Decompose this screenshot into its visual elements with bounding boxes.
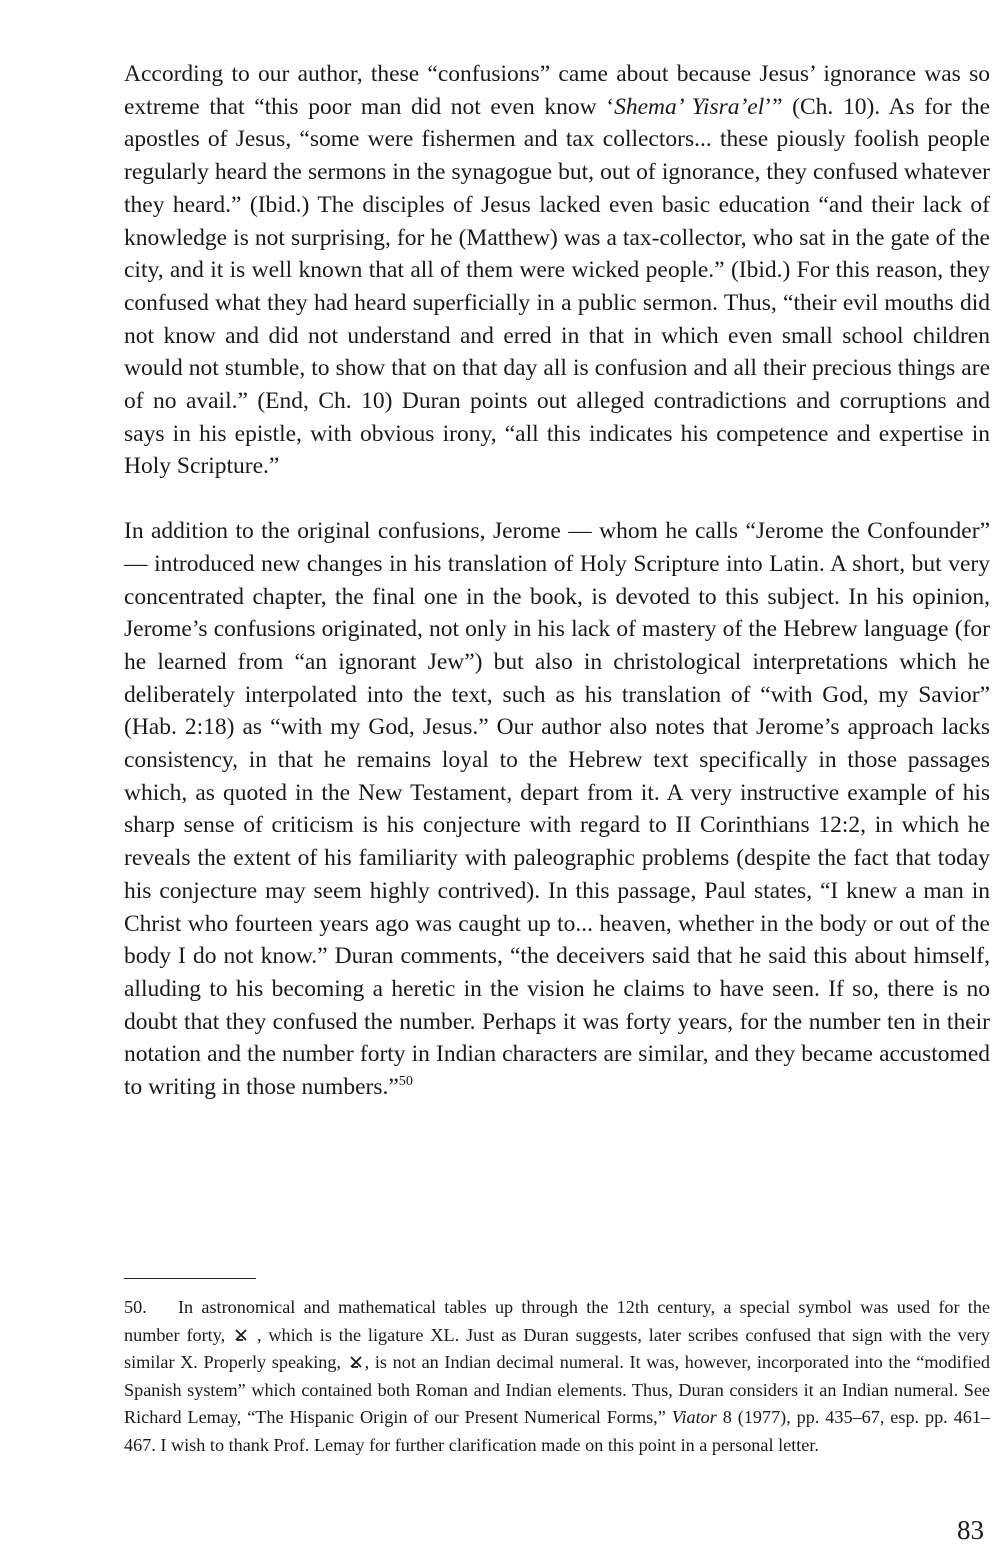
footnote-reference: 50 [398, 1073, 413, 1090]
body-text [124, 58, 990, 1104]
text-run: In addition to the original confusions, Jerome — whom he calls “Jerome the Confounder” — introduced new changes in his translation of Holy Scripture into Latin. A short, but very concentrated chapter, the final one in the book, is devoted to this subject. In his opinion, Jerome’s confusions originated, not only in his lack of mastery of the Hebrew language (for he learned from “an ignorant Jew”) but also in christological interpretations which he deliberately interpolated into the text, such as his translation of “with God, my Savior” (Hab. 2:18) as “with my God, Jesus.” Our author also notes that Jerome’s approach lacks consistency, in that he remains loyal to the Hebrew text specifically in those passages which, as quoted in the New Testament, depart from it. A very instructive example of his sharp sense of criticism is his conjecture with regard to II Corinthians 12:2, in which he reveals the extent of his familiarity with paleographic problems (despite the fact that today his conjecture may seem highly contrived). In this passage, Paul states, “I knew a man in Christ who fourteen years ago was caught up to... heaven, whether in the body or out of the body I do not know.” Duran comments, “the deceivers said that he said this about himself, alluding to his becoming a heretic in the vision he claims to have seen. If so, there is no doubt that they confused the number. Perhaps it was forty years, for the number ten in their notation and the number forty in Indian characters are similar, and they became accustomed to writing in those numbers.” [124, 518, 990, 1101]
text-run: , which is the ligature XL. Just as Duran suggests, later scribes confused that sign with the very similar X. Properly speaking, [124, 1324, 990, 1373]
italic-text: Viator [671, 1407, 717, 1428]
paragraph-1 [124, 58, 990, 483]
footnote-number: 50. [124, 1297, 147, 1317]
page-number: 83 [957, 1515, 984, 1545]
xl-ligature-icon [349, 1355, 363, 1369]
text-run: , is not an Indian decimal numeral. It was, however, incorporated into the “modified Spanish system” which contained both Roman and Indian elements. Thus, Duran considers it an Indian numeral. See Richard Lemay, “The Hispanic Origin of our Present Numerical Forms,” [124, 1352, 991, 1428]
footnote-50 [124, 1294, 990, 1460]
xl-ligature-icon [234, 1328, 248, 1342]
text-run: According to our author, these “confusions” came about because Jesus’ ignorance was so extreme that “this poor man did not even know ‘ [124, 61, 990, 120]
footnote-text [124, 1297, 990, 1455]
italic-text: Shema’ Yisra’el [614, 93, 765, 120]
paragraph-2 [124, 515, 990, 1104]
text-run: 8 (1977), pp. 435–67, esp. pp. 461–467. I wish to thank Prof. Lemay for further clarification made on this point in a personal letter. [124, 1407, 991, 1455]
text-run: In astronomical and mathematical tables up through the 12th century, a special symbol was used for the number forty, [124, 1297, 990, 1345]
footnote-divider [124, 1278, 256, 1279]
text-run: ’” (Ch. 10). As for the apostles of Jesus, “some were fishermen and tax collectors... these piously foolish people regularly heard the sermons in the synagogue but, out of ignorance, they confused whatever they heard.” (Ibid.) The disciples of Jesus lacked even basic education “and their lack of knowledge is not surprising, for he (Matthew) was a tax-collector, who sat in the gate of the city, and it is well known that all of them were wicked people.” (Ibid.) For this reason, they confused what they had heard superficially in a public sermon. Thus, “their evil mouths did not know and did not understand and erred in that in which even small school children would not stumble, to show that on that day all is confusion and all their precious things are of no avail.” (End, Ch. 10) Duran points out alleged contradictions and corruptions and says in his epistle, with obvious irony, “all this indicates his competence and expertise in Holy Scripture.” [124, 93, 990, 480]
